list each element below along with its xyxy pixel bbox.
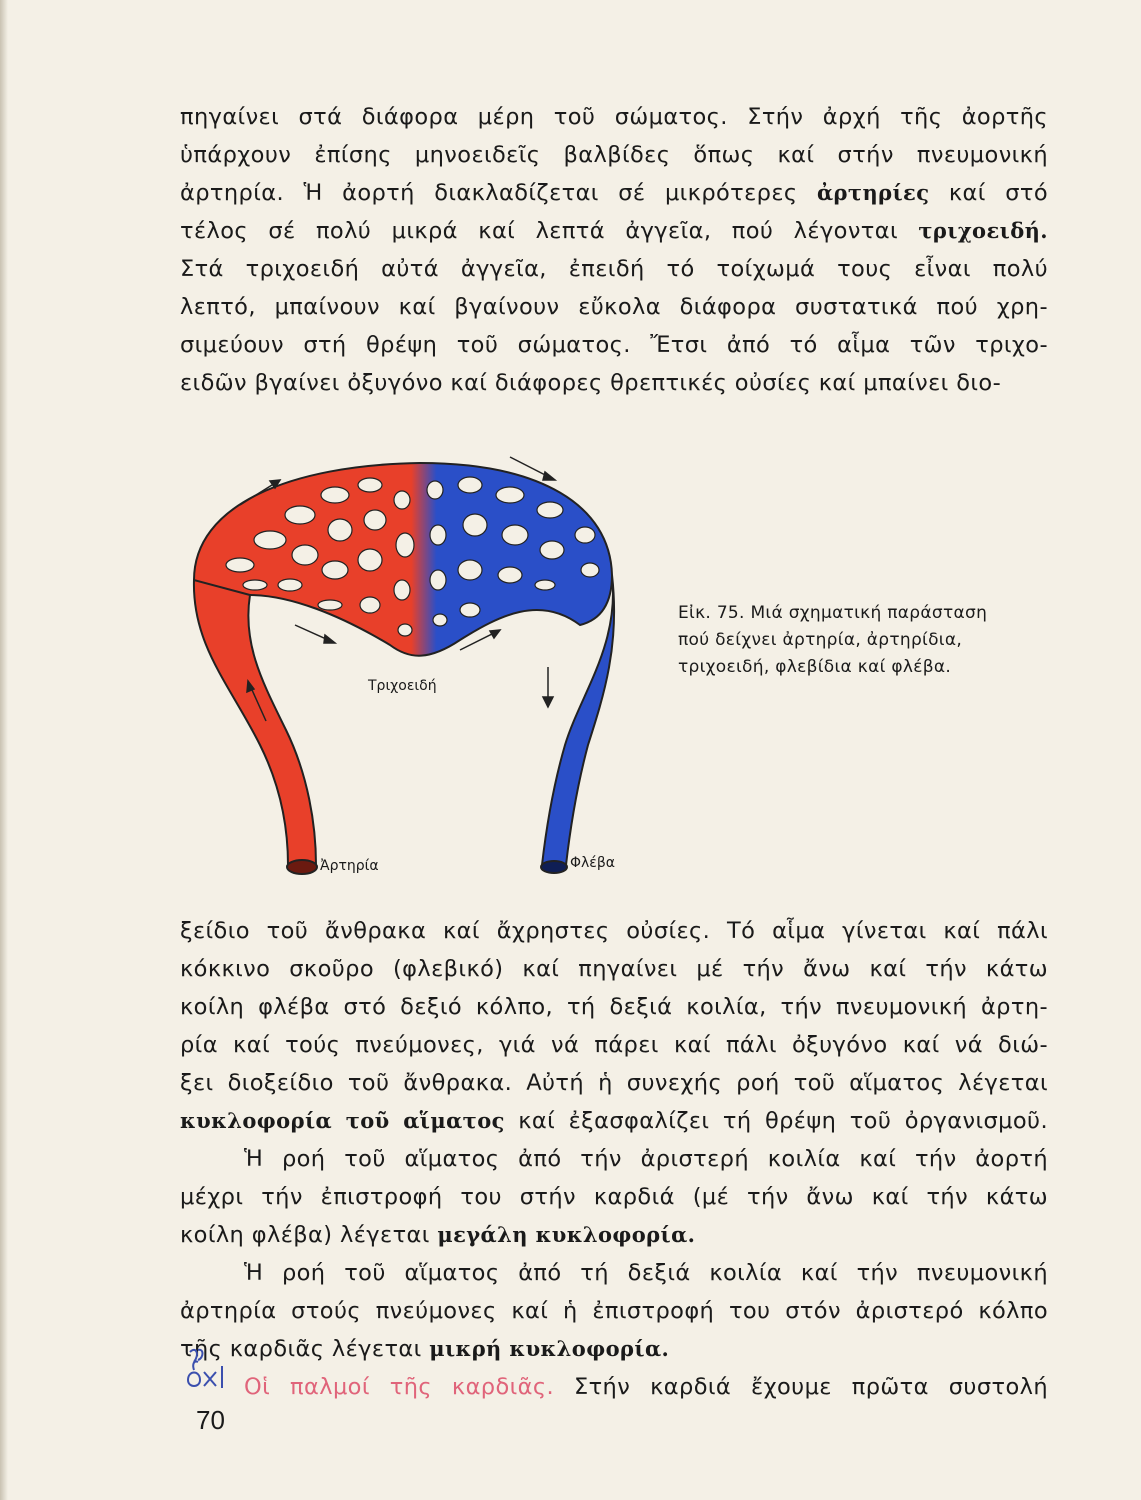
text-line: Στά τριχοειδή αὐτά ἀγγεῖα, ἐπειδή τό τοίχωμά τους εἶναι πολύ — [180, 256, 1048, 282]
text-line: ἀρτηρία στούς πνεύμονες καί ἡ ἐπιστροφή του στόν ἀριστερό κόλπο — [180, 1298, 1048, 1324]
term-systemic: μεγάλη κυκλοφορία. — [437, 1222, 696, 1247]
heading-heartbeats: Οἱ παλμοί τῆς καρδιᾶς. — [244, 1374, 555, 1400]
text-line: κυκλοφορία τοῦ αἵματος καί ἐξασφαλίζει τή θρέψη τοῦ ὀργανισμοῦ. — [180, 1108, 1048, 1134]
text-line: λεπτό, μπαίνουν καί βγαίνουν εὔκολα διάφορα συστατικά πού χρη- — [180, 294, 1048, 320]
figure-caption — [678, 600, 1018, 681]
text-line: κόκκινο σκοῦρο (φλεβικό) καί πηγαίνει μέ τήν ἄνω καί τήν κάτω — [180, 956, 1048, 982]
term-circulation: κυκλοφορία τοῦ αἵματος — [180, 1108, 505, 1133]
label-artery: Ἀρτηρία — [320, 858, 379, 874]
capillary-diagram — [180, 445, 650, 895]
text-line: κοίλη φλέβα) λέγεται μεγάλη κυκλοφορία. — [180, 1222, 696, 1248]
caption-line: πού δείχνει ἀρτηρία, ἀρτηρίδια, — [678, 630, 963, 650]
top-paragraph — [180, 98, 1048, 402]
text-line: τέλος σέ πολύ μικρά καί λεπτά ἀγγεῖα, πού λέγονται τριχοειδή. — [180, 218, 1048, 244]
handwritten-mark — [182, 1340, 242, 1400]
page-number: 70 — [196, 1405, 225, 1435]
label-capillaries: Τριχοειδή — [368, 678, 437, 694]
page-binding-shadow — [0, 0, 8, 1500]
text-line: ἀρτηρία. Ἡ ἀορτή διακλαδίζεται σέ μικρότερες ἀρτηρίες καί στό — [180, 180, 1048, 206]
text-line: σιμεύουν στή θρέψη τοῦ σώματος. Ἔτσι ἀπό τό αἷμα τῶν τριχο- — [180, 332, 1048, 358]
text-line: μέχρι τήν ἐπιστροφή του στήν καρδιά (μέ τήν ἄνω καί τήν κάτω — [180, 1184, 1048, 1210]
text-line: Οἱ παλμοί τῆς καρδιᾶς. Στήν καρδιά ἔχουμε πρῶτα συστολή — [244, 1374, 1048, 1400]
text-line: ξει διοξείδιο τοῦ ἄνθρακα. Αὐτή ἡ συνεχής ροή τοῦ αἵματος λέγεται — [180, 1070, 1048, 1096]
artery-vessel — [194, 580, 316, 865]
text-line: Ἡ ροή τοῦ αἵματος ἀπό τήν ἀριστερή κοιλία καί τήν ἀορτή — [244, 1146, 1048, 1172]
vein-opening — [541, 861, 567, 873]
term-pulmonary: μικρή κυκλοφορία. — [429, 1336, 670, 1361]
text-line: ειδῶν βγαίνει ὀξυγόνο καί διάφορες θρεπτικές οὐσίες καί μπαίνει διο- — [180, 370, 1002, 396]
text-line: πηγαίνει στά διάφορα μέρη τοῦ σώματος. Στήν ἀρχή τῆς ἀορτῆς — [180, 104, 1048, 130]
caption-line: τριχοειδή, φλεβίδια καί φλέβα. — [678, 657, 952, 677]
artery-opening — [287, 860, 317, 874]
text-line: ξείδιο τοῦ ἄνθρακα καί ἄχρηστες οὐσίες. Τό αἷμα γίνεται καί πάλι — [180, 918, 1048, 944]
term-arteries: ἀρτηρίες — [817, 180, 930, 205]
text-line: τῆς καρδιᾶς λέγεται μικρή κυκλοφορία. — [180, 1336, 670, 1362]
bottom-paragraph — [180, 912, 1048, 1406]
text-line: κοίλη φλέβα στό δεξιό κόλπο, τή δεξιά κοιλία, τήν πνευμονική ἀρτη- — [180, 994, 1048, 1020]
text-line: ρία καί τούς πνεύμονες, γιά νά πάρει καί πάλι ὀξυγόνο καί νά διώ- — [180, 1032, 1048, 1058]
term-capillaries: τριχοειδή. — [918, 218, 1048, 243]
text-line: Ἡ ροή τοῦ αἵματος ἀπό τή δεξιά κοιλία καί τήν πνευμονική — [244, 1260, 1048, 1286]
text-line: ὑπάρχουν ἐπίσης μηνοειδεῖς βαλβίδες ὅπως καί στήν πνευμονική — [180, 142, 1048, 168]
label-vein: Φλέβα — [570, 855, 616, 871]
handwriting-icon — [182, 1340, 242, 1400]
caption-line: Εἰκ. 75. Μιά σχηματική παράσταση — [678, 603, 988, 623]
capillary-network-figure — [180, 445, 650, 895]
